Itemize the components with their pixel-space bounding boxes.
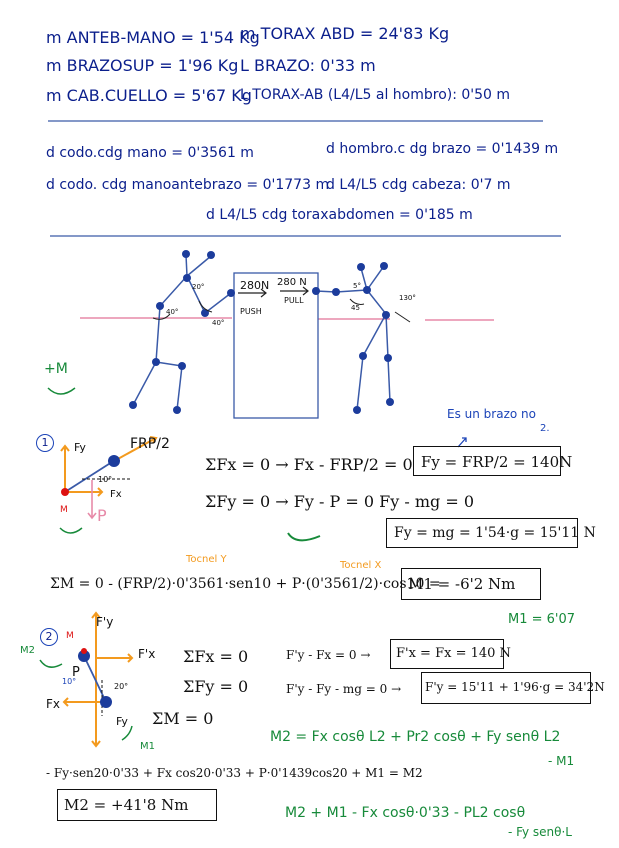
step1-fy-result: Fy = FRP/2 = 140N — [421, 453, 573, 471]
step2-fx-label: Fx — [46, 697, 61, 711]
step1-m-label: M — [60, 505, 68, 515]
cart-box — [234, 273, 318, 418]
step1-fy-label: Fy — [74, 441, 86, 454]
green-arrow-1 — [288, 533, 320, 540]
force-left-label: 280N — [240, 279, 270, 292]
dist-hombro-cdg-brazo: d hombro.c dg brazo = 0'1439 m — [326, 141, 559, 157]
step2-sum-fy: ΣFy = 0 — [183, 677, 249, 696]
step2-sum-m: ΣM = 0 — [152, 709, 214, 728]
angle-40a-label: 40° — [166, 308, 179, 316]
note-text: Es un brazo no — [447, 407, 536, 421]
step2-angle20: 20° — [114, 682, 129, 691]
dist-l4l5-cdg-cabeza: d L4/L5 cdg cabeza: 0'7 m — [326, 177, 511, 193]
angle-40b-label: 40° — [212, 319, 225, 327]
step1-number: 1 — [36, 434, 54, 452]
note-text-2: 2. — [540, 423, 550, 434]
step2-fx-prime: F'x — [138, 647, 156, 661]
mass-brazo-sup: m BRAZOSUP = 1'96 Kg — [46, 56, 239, 75]
mass-antebrazo-mano: m ANTEB-MANO = 1'54 Kg — [46, 28, 260, 47]
step1-m1-result: M1 = -6'2 Nm — [408, 575, 516, 593]
step2-fy-prime: F'y — [96, 615, 114, 629]
step1-sum-fy: ΣFy = 0 → Fy - P = 0 Fy - mg = 0 — [205, 492, 475, 511]
step2-m2-green-tail: - M1 — [548, 754, 575, 768]
step2-fx-res: F'x = Fx = 140 N — [396, 646, 511, 661]
force-right-label: 280 N — [277, 277, 307, 288]
step2-bottom-green-tail: - Fy senθ·L — [508, 825, 572, 839]
dist-codo-cdg-mano: d codo.cdg mano = 0'3561 m — [46, 145, 254, 161]
length-brazo: L BRAZO: 0'33 m — [240, 56, 376, 75]
length-torax-ab: L TORAX-AB (L4/L5 al hombro): 0'50 m — [240, 87, 511, 103]
step1-fy-mg: Fy = mg = 1'54·g = 15'11 N — [394, 525, 596, 541]
step2-m2-result: M2 = +41'8 Nm — [64, 796, 189, 814]
step2-m1-label: M1 — [140, 741, 155, 752]
step1-p-label: P — [97, 506, 107, 525]
step2-m2-label: M2 — [20, 645, 35, 656]
torque-x-label: Tocnel X — [340, 560, 382, 571]
step2-fy-eq: F'y - Fy - mg = 0 → — [286, 682, 402, 696]
step2-fy-label: Fy — [116, 715, 128, 728]
dist-l4l5-cdg-toraxabdomen: d L4/L5 cdg toraxabdomen = 0'185 m — [206, 207, 473, 223]
pull-label: PULL — [284, 296, 304, 305]
step2-p-label: P — [72, 665, 80, 680]
mass-torax-abd: m TORAX ABD = 24'83 Kg — [240, 24, 450, 43]
step2-angle10: 10° — [62, 677, 77, 686]
step2-m-label: M — [66, 631, 74, 641]
angle-130-label: 130° — [399, 294, 416, 302]
left-person-joints — [129, 250, 235, 414]
angle-45-label: 45 — [351, 304, 360, 312]
step2-moment-line: - Fy·sen20·0'33 + Fx cos20·0'33 + P·0'1439cos20 + M1 = M2 — [46, 766, 423, 780]
plus-m-arrow — [48, 388, 75, 394]
left-person-figure — [133, 255, 231, 410]
step2-sum-fx: ΣFx = 0 — [183, 647, 249, 666]
step2-number: 2 — [40, 628, 58, 646]
push-label: PUSH — [240, 307, 262, 316]
mass-cab-cuello: m CAB.CUELLO = 5'67 Kg — [46, 86, 252, 105]
step1-sum-fx: ΣFx = 0 → Fx - FRP/2 = 0 — [205, 455, 413, 474]
step2-m2-green: M2 = Fx cosθ L2 + Pr2 cosθ + Fy senθ L2 — [270, 729, 561, 745]
step1-angle-label: 10° — [98, 475, 113, 484]
plus-m-label: +M — [44, 361, 68, 377]
step1-moment-eq: ΣM = 0 - (FRP/2)·0'3561·sen10 + P·(0'3561/2)·cos10 = — [50, 576, 441, 592]
angle-20-label: 20° — [192, 283, 205, 291]
torque-y-label: Tocnel Y — [186, 554, 227, 565]
step1-fx-label: Fx — [110, 489, 122, 500]
step1-m1-alt: M1 = 6'07 — [508, 612, 576, 627]
angle-5-label: 5° — [353, 282, 361, 290]
step2-bottom-green: M2 + M1 - Fx cosθ·0'33 - PL2 cosθ — [285, 805, 526, 821]
step2-fy-res: F'y = 15'11 + 1'96·g = 34'2N — [425, 680, 605, 694]
step2-fx-eq: F'y - Fx = 0 → — [286, 648, 371, 662]
step1-frp-label: FRP/2 — [130, 436, 170, 452]
dist-codo-cdg-manoantebrazo: d codo. cdg manoantebrazo = 0'1773 m — [46, 177, 330, 193]
